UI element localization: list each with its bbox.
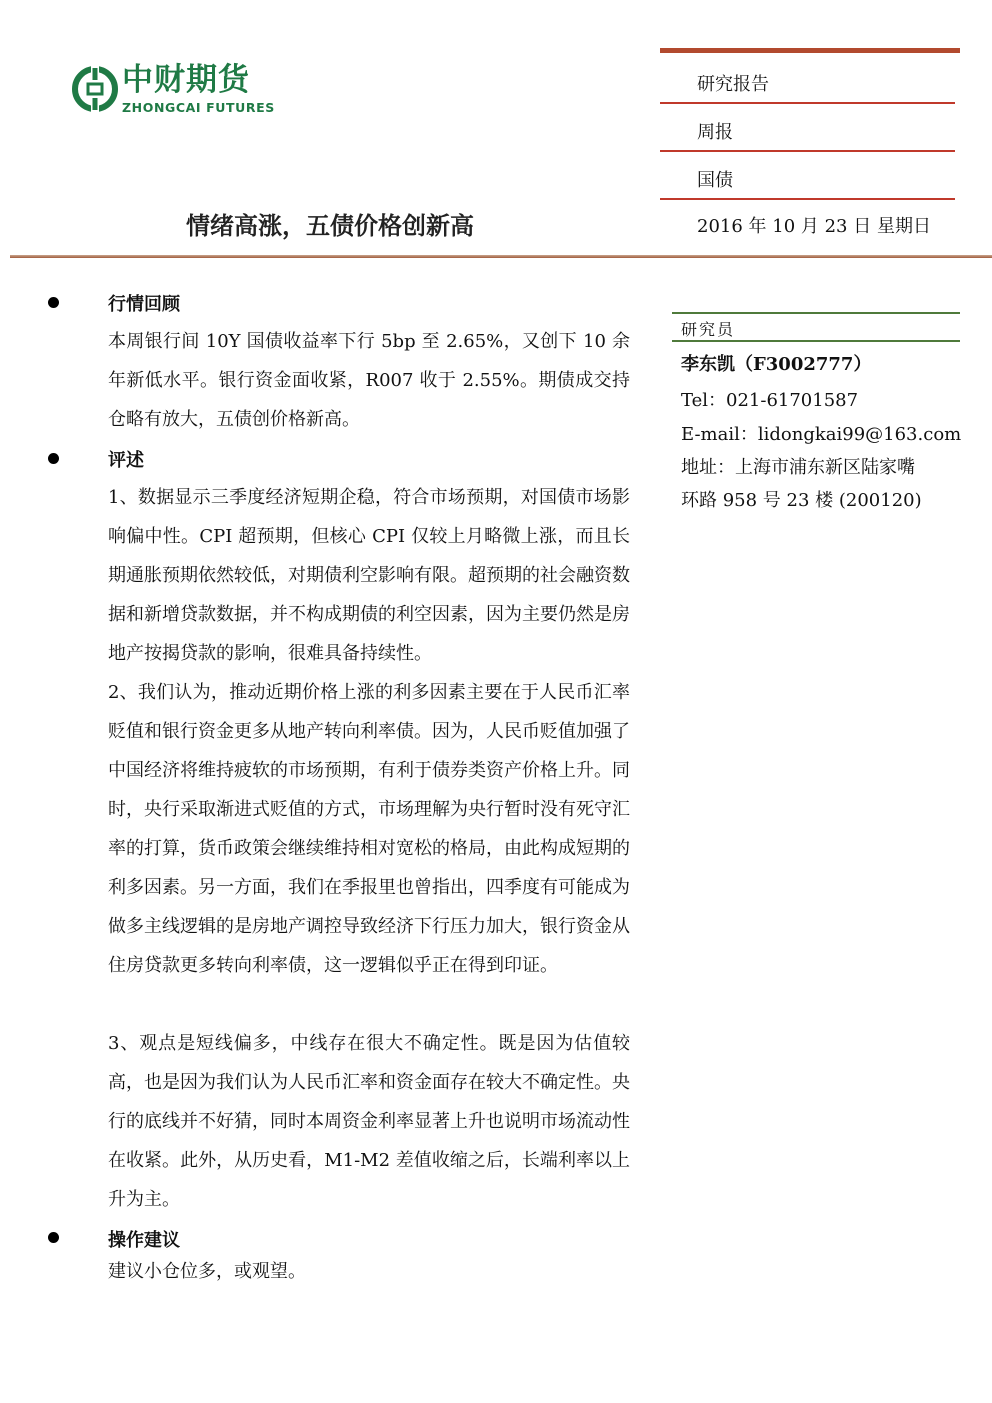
analyst-email: E-mail：lidongkai99@163.com: [681, 424, 962, 445]
section-paragraph: 1、数据显示三季度经济短期企稳，符合市场预期，对国债市场影响偏中性。CPI 超预期，但核心 CPI 仅较上月略微上涨，而且长期通胀预期依然较低，对期债利空影响有限。超预期的社会融资数据和新增贷款数据，并不构成期债的利空因素，因为主要仍然是房地产按揭贷款的影响，很难具备持续性。: [108, 487, 630, 664]
section-paragraph: 本周银行间 10Y 国债收益率下行 5bp 至 2.65%，又创下 10 余年新低水平。银行资金面收紧，R007 收于 2.55%。期债成交持仓略有放大，五债创价格新高。: [108, 331, 630, 430]
bullet-icon: [48, 297, 59, 308]
sidebar-divider: [672, 340, 960, 342]
logo-emblem-icon: [72, 66, 118, 112]
section-heading-commentary: 评述: [108, 450, 144, 471]
company-logo: [72, 62, 312, 122]
report-title: 情绪高涨，五债价格创新高: [186, 212, 474, 240]
header-top-rule: [660, 48, 960, 53]
section-heading-trading-advice: 操作建议: [108, 1230, 180, 1251]
header-report-type: 研究报告: [697, 74, 769, 95]
bullet-icon: [48, 453, 59, 464]
header-divider: [660, 150, 955, 152]
title-rule: [10, 255, 992, 258]
analyst-address-line1: 地址：上海市浦东新区陆家嘴: [681, 457, 915, 478]
analyst-name: 李东凯（F3002777）: [681, 354, 872, 375]
sidebar-label: 研究员: [681, 320, 736, 339]
header-report-category: 国债: [697, 170, 733, 191]
section-heading-market-review: 行情回顾: [108, 294, 180, 315]
logo-name-cn: 中财期货: [122, 62, 250, 98]
header-divider: [660, 198, 955, 200]
report-date: 2016 年 10 月 23 日 星期日: [697, 216, 931, 237]
bullet-icon: [48, 1232, 59, 1243]
header-divider: [660, 102, 955, 104]
analyst-tel: Tel：021-61701587: [681, 390, 859, 411]
logo-name-en: ZHONGCAI FUTURES: [122, 100, 275, 115]
sidebar-top-rule: [672, 312, 960, 314]
analyst-address-line2: 环路 958 号 23 楼 (200120): [681, 490, 922, 511]
section-paragraph: 2、我们认为，推动近期价格上涨的利多因素主要在于人民币汇率贬值和银行资金更多从地产转向利率债。因为，人民币贬值加强了中国经济将维持疲软的市场预期，有利于债券类资产价格上升。同时，央行采取渐进式贬值的方式，市场理解为央行暂时没有死守汇率的打算，货币政策会继续维持相对宽松的格局，由此构成短期的利多因素。另一方面，我们在季报里也曾指出，四季度有可能成为做多主线逻辑的是房地产调控导致经济下行压力加大，银行资金从住房贷款更多转向利率债，这一逻辑似乎正在得到印证。: [108, 682, 630, 976]
header-report-frequency: 周报: [697, 122, 733, 143]
section-paragraph: 建议小仓位多，或观望。: [108, 1261, 306, 1282]
section-paragraph: 3、观点是短线偏多，中线存在很大不确定性。既是因为估值较高，也是因为我们认为人民币汇率和资金面存在较大不确定性。央行的底线并不好猜，同时本周资金利率显著上升也说明市场流动性在收紧。此外，从历史看，M1-M2 差值收缩之后，长端利率以上升为主。: [108, 1033, 630, 1210]
